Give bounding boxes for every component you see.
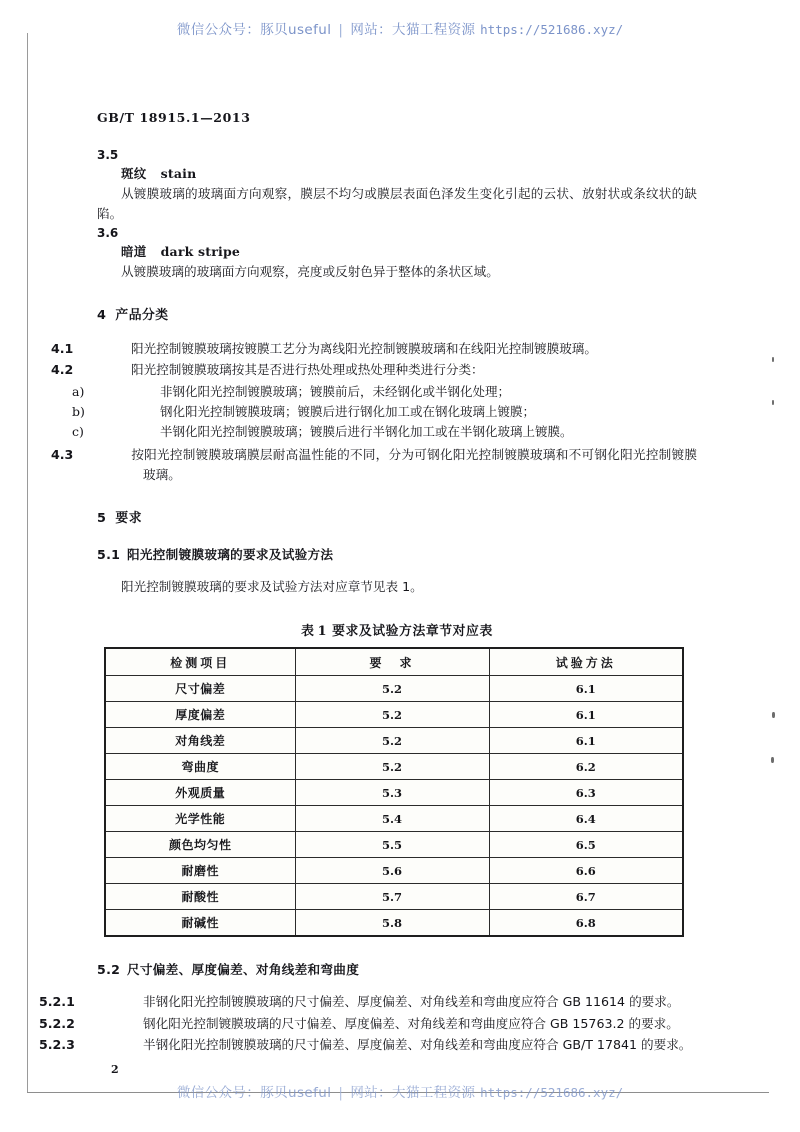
document-content bbox=[39, 110, 697, 1076]
cell-requirement: 5.7 bbox=[295, 884, 489, 910]
table-row bbox=[105, 832, 683, 858]
cell-item: 外观质量 bbox=[105, 780, 295, 806]
list-item-b bbox=[72, 402, 697, 422]
requirements-test-methods-table bbox=[104, 647, 684, 937]
table-row bbox=[105, 806, 683, 832]
cell-item: 对角线差 bbox=[105, 728, 295, 754]
cell-requirement: 5.4 bbox=[295, 806, 489, 832]
table-row bbox=[105, 728, 683, 754]
clause-4-3 bbox=[51, 445, 697, 485]
term-entry-3-5 bbox=[121, 164, 697, 182]
clause-5-2-3 bbox=[39, 1035, 697, 1055]
cell-item: 耐碱性 bbox=[105, 910, 295, 937]
cell-test-method: 6.8 bbox=[489, 910, 683, 937]
clause-number-4-1: 4.1 bbox=[51, 340, 74, 356]
list-text-b: 钢化阳光控制镀膜玻璃；镀膜后进行钢化加工或在钢化玻璃上镀膜； bbox=[160, 404, 536, 420]
table-caption-title: 要求及试验方法章节对应表 bbox=[332, 624, 493, 640]
list-label-a: a) bbox=[72, 383, 85, 399]
subsection-heading-5-2 bbox=[97, 959, 697, 978]
list-item-a bbox=[72, 382, 697, 402]
clause-text-5-2-3: 半钢化阳光控制镀膜玻璃的尺寸偏差、厚度偏差、对角线差和弯曲度应符合 GB/T 17841 的要求。 bbox=[143, 1036, 692, 1052]
table-row bbox=[105, 858, 683, 884]
term-en-3-5: stain bbox=[160, 166, 197, 181]
clause-number-5-2-1: 5.2.1 bbox=[39, 994, 75, 1010]
watermark-wechat-label-bottom: 微信公众号：豚贝useful bbox=[176, 1085, 332, 1101]
term-en-3-6: dark stripe bbox=[160, 244, 241, 260]
table-header-test-method: 试验方法 bbox=[489, 648, 683, 676]
cell-test-method: 6.2 bbox=[489, 754, 683, 780]
list-text-a: 非钢化阳光控制镀膜玻璃；镀膜前后，未经钢化或半钢化处理； bbox=[160, 383, 511, 399]
cell-item: 尺寸偏差 bbox=[105, 676, 295, 702]
clause-text-4-3: 按阳光控制镀膜玻璃膜层耐高温性能的不同，分为可钢化阳光控制镀膜玻璃和不可钢化阳光控制镀膜玻璃。 bbox=[131, 446, 697, 482]
clause-text-5-2-1: 非钢化阳光控制镀膜玻璃的尺寸偏差、厚度偏差、对角线差和弯曲度应符合 GB 11614 的要求。 bbox=[143, 994, 680, 1010]
cell-requirement: 5.8 bbox=[295, 910, 489, 937]
clause-number-5-2-2: 5.2.2 bbox=[39, 1015, 75, 1031]
table-body bbox=[105, 676, 683, 937]
clause-number-3-5: 3.5 bbox=[97, 148, 119, 162]
table-caption-label: 表 bbox=[301, 624, 315, 640]
section-title-5: 要求 bbox=[115, 510, 142, 526]
table-row bbox=[105, 910, 683, 937]
cell-item: 弯曲度 bbox=[105, 754, 295, 780]
clause-number-4-3: 4.3 bbox=[51, 446, 74, 462]
cell-item: 耐酸性 bbox=[105, 884, 295, 910]
scan-speck bbox=[772, 400, 774, 405]
clause-number-3-6: 3.6 bbox=[97, 226, 119, 241]
watermark-separator-bottom: | bbox=[338, 1085, 344, 1101]
table-caption-number: 1 bbox=[317, 624, 328, 640]
term-entry-3-6 bbox=[121, 242, 697, 260]
cell-test-method: 6.7 bbox=[489, 884, 683, 910]
subsection-number-5-2: 5.2 bbox=[97, 962, 121, 978]
table-row bbox=[105, 884, 683, 910]
page-number: 2 bbox=[111, 1062, 119, 1076]
scan-speck bbox=[772, 357, 774, 362]
clause-5-2-2 bbox=[39, 1014, 697, 1034]
section-number-4: 4 bbox=[97, 307, 107, 323]
cell-requirement: 5.2 bbox=[295, 754, 489, 780]
cell-test-method: 6.1 bbox=[489, 676, 683, 702]
watermark-bottom bbox=[0, 1081, 800, 1101]
cell-item: 厚度偏差 bbox=[105, 702, 295, 728]
table-row bbox=[105, 702, 683, 728]
watermark-url-bottom: https://521686.xyz/ bbox=[480, 1085, 624, 1100]
list-item-c bbox=[72, 422, 697, 442]
clause-4-2 bbox=[51, 360, 697, 380]
subsection-number-5-1: 5.1 bbox=[97, 546, 121, 562]
clause-number-5-2-3: 5.2.3 bbox=[39, 1036, 75, 1052]
clause-number-4-2: 4.2 bbox=[51, 361, 74, 377]
scan-speck bbox=[772, 712, 775, 718]
cell-test-method: 6.4 bbox=[489, 806, 683, 832]
cell-requirement: 5.2 bbox=[295, 728, 489, 754]
term-definition-3-5: 从镀膜玻璃的玻璃面方向观察，膜层不均匀或膜层表面色泽发生变化引起的云状、放射状或条纹状的缺陷。 bbox=[97, 186, 697, 221]
paragraph-5-1: 阳光控制镀膜玻璃的要求及试验方法对应章节见表 1。 bbox=[121, 578, 423, 594]
standard-number-header: GB/T 18915.1—2013 bbox=[97, 110, 251, 125]
table-caption bbox=[97, 620, 697, 639]
clause-4-1 bbox=[51, 339, 697, 359]
subsection-title-5-2: 尺寸偏差、厚度偏差、对角线差和弯曲度 bbox=[127, 962, 360, 978]
section-heading-5 bbox=[97, 507, 697, 526]
cell-requirement: 5.2 bbox=[295, 702, 489, 728]
section-number-5: 5 bbox=[97, 510, 107, 526]
table-header-row bbox=[105, 648, 683, 676]
list-text-c: 半钢化阳光控制镀膜玻璃；镀膜后进行半钢化加工或在半钢化玻璃上镀膜。 bbox=[160, 424, 573, 440]
clause-text-5-2-2: 钢化阳光控制镀膜玻璃的尺寸偏差、厚度偏差、对角线差和弯曲度应符合 GB 15763.2 的要求。 bbox=[143, 1015, 679, 1031]
list-label-c: c) bbox=[72, 424, 84, 440]
clause-text-4-2: 阳光控制镀膜玻璃按其是否进行热处理或热处理种类进行分类： bbox=[131, 361, 484, 377]
cell-test-method: 6.1 bbox=[489, 702, 683, 728]
table-row bbox=[105, 676, 683, 702]
page-frame-left-line bbox=[27, 33, 28, 1093]
clause-5-2-1 bbox=[39, 992, 697, 1012]
list-label-b: b) bbox=[72, 404, 85, 420]
subsection-title-5-1: 阳光控制镀膜玻璃的要求及试验方法 bbox=[127, 546, 334, 562]
cell-item: 光学性能 bbox=[105, 806, 295, 832]
clause-text-4-1: 阳光控制镀膜玻璃按镀膜工艺分为离线阳光控制镀膜玻璃和在线阳光控制镀膜玻璃。 bbox=[131, 340, 597, 356]
term-zh-3-5: 斑纹 bbox=[121, 166, 147, 181]
table-header-requirement: 要 求 bbox=[295, 648, 489, 676]
term-zh-3-6: 暗道 bbox=[121, 244, 147, 260]
cell-test-method: 6.5 bbox=[489, 832, 683, 858]
table-row bbox=[105, 754, 683, 780]
watermark-separator: | bbox=[338, 22, 344, 38]
cell-requirement: 5.3 bbox=[295, 780, 489, 806]
subsection-heading-5-1 bbox=[97, 544, 697, 563]
watermark-url: https://521686.xyz/ bbox=[480, 22, 624, 37]
scan-speck bbox=[771, 757, 774, 763]
watermark-site-label-bottom: 网站：大猫工程资源 bbox=[350, 1085, 476, 1101]
table-header-item: 检测项目 bbox=[105, 648, 295, 676]
section-heading-4 bbox=[97, 304, 697, 323]
cell-requirement: 5.6 bbox=[295, 858, 489, 884]
cell-requirement: 5.5 bbox=[295, 832, 489, 858]
term-definition-3-6: 从镀膜玻璃的玻璃面方向观察，亮度或反射色异于整体的条状区域。 bbox=[121, 264, 499, 280]
cell-test-method: 6.1 bbox=[489, 728, 683, 754]
table-row bbox=[105, 780, 683, 806]
cell-item: 颜色均匀性 bbox=[105, 832, 295, 858]
cell-test-method: 6.6 bbox=[489, 858, 683, 884]
cell-test-method: 6.3 bbox=[489, 780, 683, 806]
watermark-site-label: 网站：大猫工程资源 bbox=[350, 22, 476, 38]
watermark-top bbox=[0, 18, 800, 38]
section-title-4: 产品分类 bbox=[115, 307, 169, 323]
classification-list bbox=[72, 382, 697, 443]
watermark-wechat-label: 微信公众号：豚贝useful bbox=[176, 22, 332, 38]
cell-requirement: 5.2 bbox=[295, 676, 489, 702]
cell-item: 耐磨性 bbox=[105, 858, 295, 884]
